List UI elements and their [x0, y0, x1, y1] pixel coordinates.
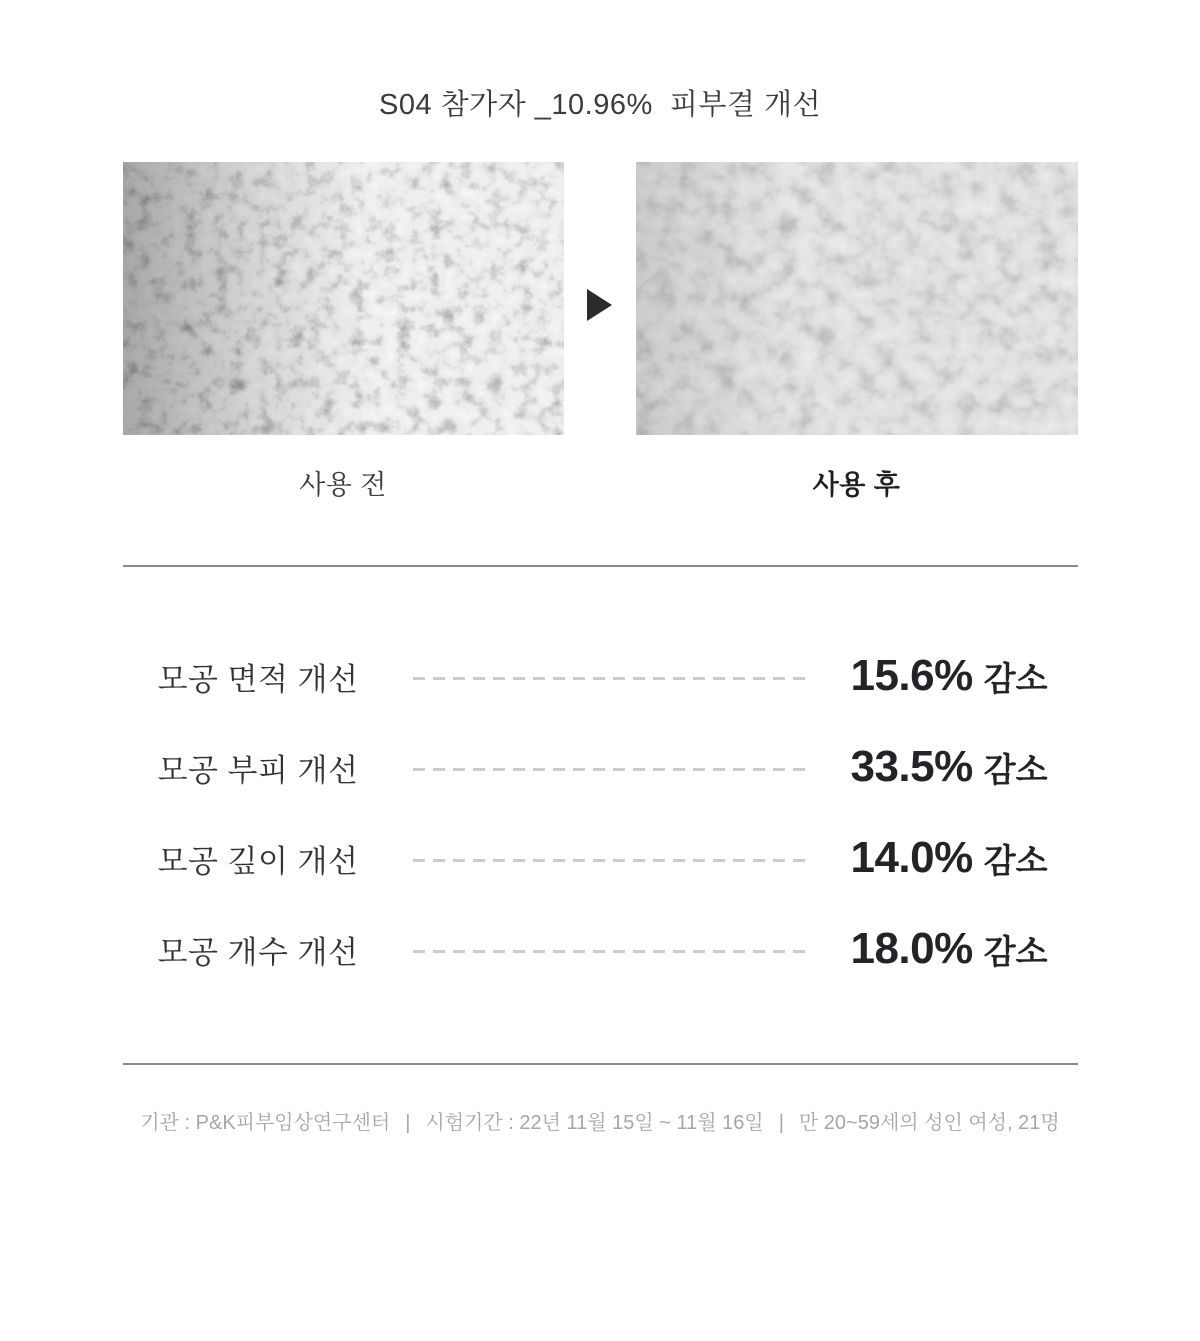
stat-value-suffix: 감소 [983, 842, 1048, 879]
footer-segment-period: 시험기간 : 22년 11월 15일 ~ 11월 16일 [425, 1112, 764, 1134]
stat-value-suffix: 감소 [983, 933, 1048, 970]
dotted-leader [413, 677, 810, 680]
stat-value-number: 18.0% [850, 924, 973, 973]
arrow-cell [564, 162, 636, 435]
after-image [636, 162, 1078, 435]
footer-separator: | [778, 1112, 784, 1134]
stat-row-pore-depth [123, 823, 1078, 893]
before-image [123, 162, 564, 435]
stat-value-number: 15.6% [850, 651, 973, 700]
stats-list [123, 567, 1078, 1063]
dotted-leader [413, 950, 810, 953]
footer-segment-institution: 기관 : P&K피부임상연구센터 [140, 1112, 391, 1134]
footer-segment-subjects: 만 20~59세의 성인 여성, 21명 [798, 1112, 1060, 1134]
stat-value-number: 33.5% [850, 742, 973, 791]
stat-value [850, 742, 1077, 792]
stat-value [850, 833, 1077, 883]
stat-value-suffix: 감소 [983, 660, 1048, 697]
divider-bottom [123, 1063, 1078, 1065]
stat-value-number: 14.0% [850, 833, 973, 882]
stat-value [850, 651, 1077, 701]
stat-row-pore-count [123, 914, 1078, 984]
stat-row-pore-volume [123, 732, 1078, 802]
footer-note [123, 1112, 1078, 1134]
stat-label: 모공 부피 개선 [157, 752, 359, 788]
footer-separator: | [405, 1112, 411, 1134]
arrow-right-icon [587, 289, 612, 321]
before-label: 사용 전 [299, 470, 387, 500]
after-label: 사용 후 [812, 470, 901, 500]
dotted-leader [413, 768, 810, 771]
stat-row-pore-area [123, 641, 1078, 711]
stat-label: 모공 개수 개선 [157, 934, 359, 970]
stat-label: 모공 깊이 개선 [157, 843, 359, 879]
stat-value-suffix: 감소 [983, 751, 1048, 788]
stat-value [850, 924, 1077, 974]
page-title: S04 참가자 _10.96% 피부결 개선 [379, 89, 821, 121]
image-captions [123, 469, 1078, 501]
page [123, 0, 1078, 1134]
dotted-leader [413, 859, 810, 862]
stat-label: 모공 면적 개선 [157, 661, 359, 697]
before-after-comparison [123, 162, 1078, 435]
